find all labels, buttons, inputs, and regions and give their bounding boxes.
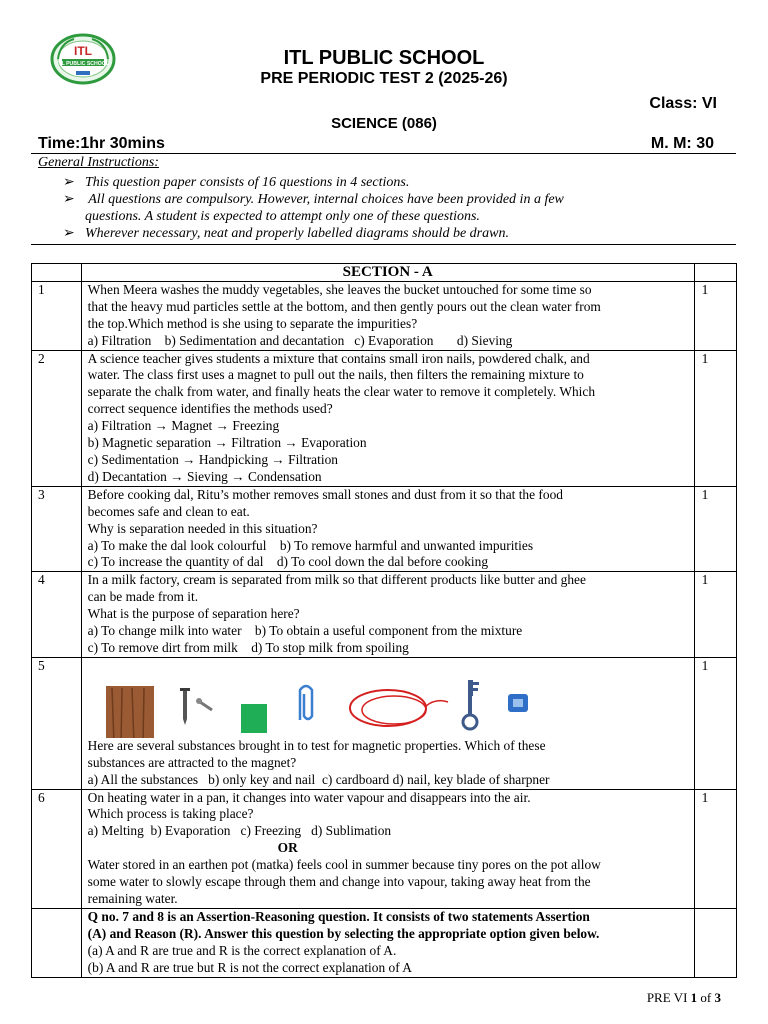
- cardboard-image: [241, 704, 267, 733]
- question-row: [32, 657, 737, 789]
- arrow-bullet-icon: ➢: [63, 192, 75, 207]
- header-divider: [31, 153, 736, 154]
- instructions-title: General Instructions:: [38, 155, 159, 170]
- question-number: 2: [32, 350, 82, 486]
- school-name: ITL PUBLIC SCHOOL: [283, 47, 485, 69]
- question-text: A science teacher gives students a mixture that contains small iron nails, powdered chalk, and water. The class first uses a magnet to pull out the nails, then filters the remaining mixture to separate the chalk from water, and finally heats the clear water to remove it completely. Which correct sequence identifies the methods used? a) Filtration → Magnet → Freezing b) Magnetic separation → Filtration → Evaporation c) Sedimentation → Handpicking → Filtration d) Decantation → Sieving → Condensation: [81, 350, 694, 486]
- svg-text:ITL: ITL: [74, 44, 92, 58]
- assertion-instructions: Q no. 7 and 8 is an Assertion-Reasoning question. It consists of two statements Assertion (A) and Reason (R). Answer this question by selecting the appropriate option given below. (a) A and R are true and R is the correct explanation of A. (b) A and R are true but R is not the correct explanation of A: [81, 908, 694, 977]
- question-number: 1: [32, 281, 82, 350]
- page-footer: PRE VI 1 of 3: [646, 990, 721, 1005]
- arrow-bullet-icon: ➢: [63, 226, 75, 241]
- wood-block-image: [106, 686, 154, 738]
- question-number: 5: [32, 657, 82, 789]
- question-marks: 1: [694, 350, 736, 486]
- question-text: Before cooking dal, Ritu’s mother removes small stones and dust from it so that the food becomes safe and clean to eat. Why is separation needed in this situation? a) To make the dal look colourful b) To remove harmful and unwanted impurities c) To increase the quantity of dal d) To cool down the dal before cooking: [81, 486, 694, 572]
- question-text: On heating water in a pan, it changes into water vapour and disappears into the air. Which process is taking place? a) Melting b) Evaporation c) Freezing d) Sublimation OR Water stored in an earthen pot (matka) feels cool in summer because tiny pores on the pot allow some water to slowly escape through them and change into vapour, taking away heat from the remaining water.: [81, 789, 694, 908]
- question-number: 4: [32, 572, 82, 658]
- nail-image: [180, 688, 190, 725]
- substances-illustration: [88, 658, 688, 738]
- question-marks: 1: [694, 657, 736, 789]
- section-a-title: SECTION - A: [81, 264, 694, 282]
- question-number: 3: [32, 486, 82, 572]
- question-row: [32, 350, 737, 486]
- question-table: [31, 263, 737, 978]
- time-label: Time:1hr 30mins: [38, 135, 165, 152]
- key-image: [463, 680, 479, 729]
- question-row: [32, 281, 737, 350]
- subject-label: SCIENCE (086): [331, 115, 437, 132]
- max-marks-label: M. M: 30: [650, 135, 714, 152]
- question-text: Here are several substances brought in to test for magnetic properties. Which of these substances are attracted to the magnet? a) All the substances b) only key and nail c) cardboard d) nail, key blade of sharpner: [81, 657, 694, 789]
- arrow-bullet-icon: ➢: [63, 175, 75, 190]
- question-number: 6: [32, 789, 82, 908]
- assertion-row: [32, 908, 737, 977]
- section-row: [32, 264, 737, 282]
- or-label: OR: [277, 840, 298, 856]
- question-row: [32, 789, 737, 908]
- question-text: In a milk factory, cream is separated from milk so that different products like butter and ghee can be made from it. What is the purpose of separation here? a) To change milk into water b) To obtain a useful component from the mixture c) To remove dirt from milk d) To stop milk from spoiling: [81, 572, 694, 658]
- class-label: Class: VI: [649, 95, 717, 112]
- question-marks: 1: [694, 281, 736, 350]
- test-title: PRE PERIODIC TEST 2 (2025-26): [260, 70, 508, 87]
- question-row: [32, 486, 737, 572]
- screw-image: [196, 698, 212, 710]
- paper-clip-image: [300, 686, 312, 720]
- instructions-divider: [31, 244, 736, 245]
- instruction-item: ➢ This question paper consists of 16 questions in 4 sections. ➢ All questions are compulsory. However, internal choices have been provided in a few questions. A student is expected to attempt only one of these questions. ➢ Wherever necessary, neat and properly labelled diagrams should be drawn.: [63, 175, 564, 241]
- svg-text:ITL PUBLIC SCHOOL: ITL PUBLIC SCHOOL: [56, 61, 110, 67]
- question-text: When Meera washes the muddy vegetables, she leaves the bucket untouched for some time so that the heavy mud particles settle at the bottom, and then gently pours out the clean water from the top.Which method is she using to separate the impurities? a) Filtration b) Sedimentation and decantation c) Evaporation d) Sieving: [81, 281, 694, 350]
- question-marks: 1: [694, 486, 736, 572]
- sharpener-image: [508, 694, 528, 712]
- question-row: [32, 572, 737, 658]
- wire-image: [350, 690, 448, 726]
- question-marks: 1: [694, 572, 736, 658]
- question-marks: 1: [694, 789, 736, 908]
